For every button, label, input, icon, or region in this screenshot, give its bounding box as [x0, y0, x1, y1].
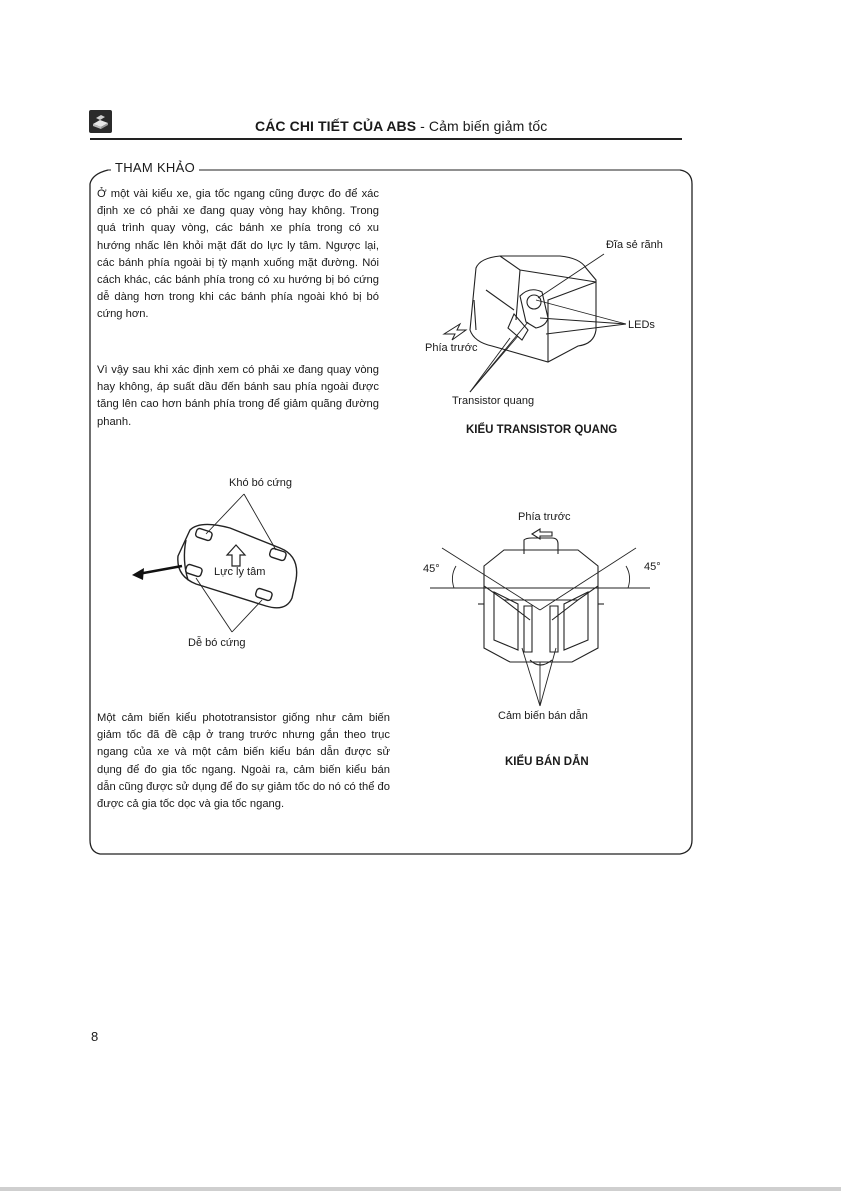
- paragraph-2: Vì vậy sau khi xác định xem có phải xe đang quay vòng hay không, áp suất dầu đến bánh sau phía ngoài được tăng lên cao hơn bánh phía trong để giảm quãng đường phanh.: [97, 364, 379, 428]
- label-leds: LEDs: [628, 319, 655, 331]
- page-number: 8: [91, 1029, 99, 1044]
- caption-phototransistor: KIỂU TRANSISTOR QUANG: [466, 424, 618, 436]
- label-angle-right: 45°: [644, 561, 661, 573]
- label-hard-to-lock: Khó bó cứng: [229, 477, 293, 489]
- label-angle-left: 45°: [423, 563, 440, 575]
- label-front-phototransistor: Phía trước: [425, 342, 478, 354]
- label-centrifugal-force: Lực ly tâm: [214, 566, 266, 578]
- label-easy-to-lock: Dễ bó cứng: [188, 637, 246, 649]
- semiconductor-leaders: [522, 648, 556, 706]
- header-title-bold: CÁC CHI TIẾT CỦA ABS: [255, 118, 417, 134]
- caption-semiconductor: KIỂU BÁN DẪN: [505, 756, 589, 768]
- paragraph-3: Một cảm biến kiểu phototransistor giống như cảm biến giảm tốc đã đề cập ở trang trước nhưng gắn theo trục ngang của xe và một cảm biến kiểu bán dẫn được sử dụng để đo gia tốc ngang. Ngoài ra, cảm biến kiểu bán dẫn cũng được sử dụng để đo sự giảm tốc do nó có thể đo được cả gia tốc dọc và gia tốc ngang.: [97, 712, 390, 811]
- scan-edge: [0, 1187, 841, 1191]
- label-front-semiconductor: Phía trước: [518, 511, 571, 523]
- sensor-block: [478, 538, 604, 665]
- label-semiconductor-sensor: Cảm biến bán dẫn: [498, 710, 588, 722]
- label-phototransistor: Transistor quang: [452, 395, 535, 407]
- section-label: THAM KHẢO: [111, 160, 199, 175]
- header-title-rest: - Cảm biến giảm tốc: [416, 118, 548, 134]
- label-slotted-disc: Đĩa sẻ rãnh: [606, 239, 663, 251]
- angle-lines: [430, 548, 650, 610]
- paragraph-1: Ở một vài kiểu xe, gia tốc ngang cũng được đo để xác định xe có phải xe đang quay vòng hay không. Trong quá trình quay vòng, các bánh xe phía trong có xu hướng nhấc lên khỏi mặt đất do lực ly tâm. Ngược lại, các bánh phía ngoài bị tỳ mạnh xuống mặt đường. Nói cách khác, các bánh phía trong có xu hướng bị bó cứng dễ dàng hơn trong khi các bánh phía ngoài khó bị bó cứng hơn.: [97, 188, 379, 321]
